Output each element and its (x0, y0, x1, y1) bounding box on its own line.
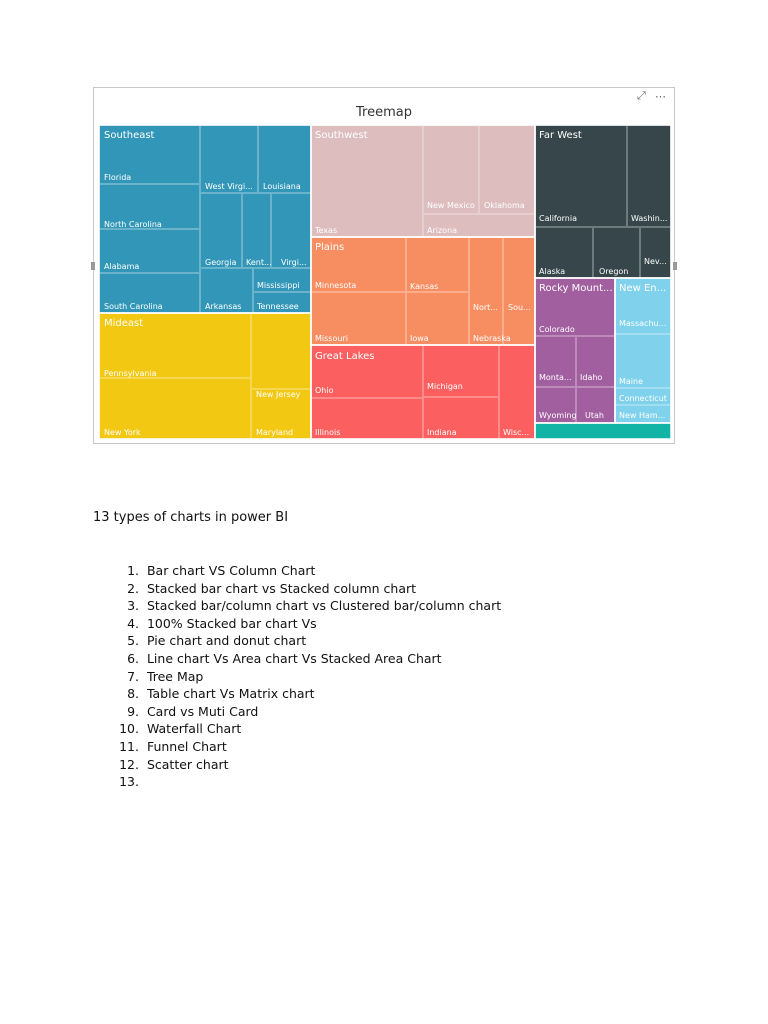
tile-label-california: California (539, 214, 577, 223)
tile-label-utah: Utah (585, 411, 604, 420)
tile-label-washin: Washin... (631, 214, 668, 223)
region-label-new-en: New En... (619, 283, 667, 294)
visual-title: Treemap (356, 105, 412, 120)
tile-label-minnesota: Minnesota (315, 281, 357, 290)
region-label-southeast: Southeast (104, 130, 155, 141)
tile-label-wisc: Wisc... (503, 428, 530, 437)
list-item-text: Table chart Vs Matrix chart (146, 686, 315, 702)
list-item-number: 11. (119, 738, 139, 754)
list-item-number: 6. (127, 650, 139, 666)
region-unlabeled[interactable] (535, 423, 671, 439)
tile-label-florida: Florida (104, 173, 132, 182)
list-item (116, 685, 636, 703)
tile-texas[interactable] (312, 126, 423, 237)
tile-label-louisiana: Louisiana (263, 182, 301, 191)
list-item (116, 562, 636, 580)
list-item (116, 703, 636, 721)
treemap-visual[interactable] (93, 87, 675, 444)
tile-label-nebraska: Nebraska (473, 334, 511, 343)
tile-new-jersey[interactable] (252, 314, 311, 389)
tile-label-alabama: Alabama (104, 262, 140, 271)
tile-label-nev: Nev... (644, 257, 667, 266)
list-item-number: 5. (127, 633, 139, 649)
tile-label-colorado: Colorado (539, 325, 575, 334)
tile-label-massachu: Massachu... (619, 319, 667, 328)
list-item (116, 738, 636, 756)
tile-label-georgia: Georgia (205, 258, 237, 267)
list-item-text: Funnel Chart (146, 738, 227, 754)
focus-mode-icon[interactable]: ⤢ (637, 90, 646, 102)
list-item-number: 2. (127, 580, 139, 596)
list-item-text: Line chart Vs Area chart Vs Stacked Area Chart (146, 650, 442, 666)
tile-label-ohio: Ohio (315, 386, 334, 395)
list-item (116, 720, 636, 738)
tile-label-arizona: Arizona (427, 226, 458, 235)
tile-label-alaska: Alaska (539, 267, 566, 276)
tile-label-arkansas: Arkansas (205, 302, 242, 311)
more-options-icon[interactable]: ⋯ (655, 91, 666, 103)
list-item-text: Scatter chart (146, 756, 229, 772)
tile-label-west-virgi: West Virgi... (205, 182, 253, 191)
tile-label-tennessee: Tennessee (257, 302, 299, 311)
tile-label-kent: Kent... (246, 258, 272, 267)
tile-label-nort: Nort... (473, 303, 498, 312)
list-item-number: 13. (119, 774, 139, 790)
tile-label-monta: Monta... (539, 373, 572, 382)
tile-virgi[interactable] (272, 194, 311, 268)
tile-label-maine: Maine (619, 377, 644, 386)
tile-label-south-carolina: South Carolina (104, 302, 163, 311)
tile-nort[interactable] (470, 238, 503, 345)
list-item (116, 597, 636, 615)
tile-georgia[interactable] (201, 194, 242, 268)
tile-label-maryland: Maryland (256, 428, 294, 437)
list-item-number: 12. (119, 756, 139, 772)
tile-label-new-mexico: New Mexico (427, 201, 475, 210)
chart-types-list (116, 562, 636, 791)
list-item-text: Pie chart and donut chart (146, 633, 307, 649)
list-item-number: 1. (127, 563, 139, 578)
list-item-text: 100% Stacked bar chart Vs (146, 615, 317, 631)
tile-washin[interactable] (628, 126, 671, 227)
tile-label-virgi: Virgi... (281, 258, 307, 267)
tile-label-connecticut: Connecticut (619, 394, 667, 403)
region-label-plains: Plains (315, 242, 345, 253)
list-item-text: Bar chart VS Column Chart (146, 563, 316, 578)
list-item-number: 7. (127, 668, 139, 684)
tile-label-idaho: Idaho (580, 373, 603, 382)
list-item-text: Card vs Muti Card (146, 703, 259, 719)
list-item (116, 668, 636, 686)
tile-kent[interactable] (243, 194, 271, 268)
list-item (116, 773, 636, 791)
list-item-text: Stacked bar/column chart vs Clustered bar/column chart (146, 598, 502, 614)
tile-label-illinois: Illinois (315, 428, 341, 437)
tile-label-iowa: Iowa (410, 334, 429, 343)
treemap-chart (94, 88, 676, 445)
tile-label-michigan: Michigan (427, 382, 463, 391)
list-item (116, 756, 636, 774)
list-item-number: 3. (127, 598, 139, 614)
list-item (116, 615, 636, 633)
region-label-great-lakes: Great Lakes (315, 351, 375, 362)
tile-label-oregon: Oregon (599, 267, 629, 276)
tile-label-wyoming: Wyoming (539, 411, 577, 420)
region-label-mideast: Mideast (104, 318, 144, 329)
tile-label-texas: Texas (315, 226, 338, 235)
tile-label-missouri: Missouri (315, 334, 348, 343)
tile-label-kansas: Kansas (410, 282, 439, 291)
tile-label-indiana: Indiana (427, 428, 457, 437)
tile-label-new-ham: New Ham... (619, 411, 666, 420)
tile-label-mississippi: Mississippi (257, 281, 300, 290)
tile-label-new-jersey: New Jersey (256, 390, 301, 399)
list-item-number: 4. (127, 615, 139, 631)
region-label-far-west: Far West (539, 130, 582, 141)
tile-label-sou: Sou... (508, 303, 531, 312)
tile-wisc[interactable] (500, 346, 535, 439)
list-item-text: Tree Map (146, 668, 204, 684)
list-item-number: 10. (119, 721, 139, 737)
list-item (116, 632, 636, 650)
list-item-text: Stacked bar chart vs Stacked column chart (146, 580, 417, 596)
list-item-number: 9. (127, 703, 139, 719)
list-item (116, 650, 636, 668)
document-heading: 13 types of charts in power BI (93, 510, 289, 525)
tile-sou[interactable] (504, 238, 535, 345)
region-label-southwest: Southwest (315, 130, 368, 141)
tile-label-north-carolina: North Carolina (104, 220, 162, 229)
tile-label-pennsylvania: Pennsylvania (104, 369, 157, 378)
region-label-rocky-mount: Rocky Mount... (539, 283, 613, 294)
tile-nev[interactable] (641, 228, 671, 278)
list-item-text: Waterfall Chart (146, 721, 242, 737)
tile-label-oklahoma: Oklahoma (484, 201, 525, 210)
list-item (116, 580, 636, 598)
tile-label-new-york: New York (104, 428, 141, 437)
list-item-number: 8. (127, 686, 139, 702)
